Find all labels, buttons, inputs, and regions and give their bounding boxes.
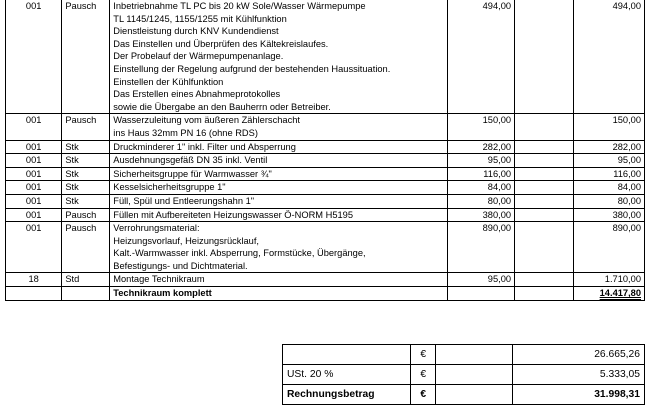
description-line: Der Probelauf der Wärmepumpenanlage. — [113, 51, 284, 62]
subtotal-row — [6, 287, 645, 301]
subtotal-empty — [447, 287, 515, 301]
table-row — [6, 208, 645, 222]
gross-currency: € — [411, 385, 435, 405]
item-description — [110, 154, 447, 168]
description-line: TL 1145/1245, 1155/1255 mit Kühlfunktion — [113, 13, 287, 24]
table-row — [6, 140, 645, 154]
summary-row-gross — [283, 385, 645, 405]
item-empty — [515, 194, 574, 208]
item-description — [110, 208, 447, 222]
item-quantity: 001 — [6, 154, 62, 168]
item-total: 1.710,00 — [574, 273, 645, 287]
summary-row-net — [283, 345, 645, 365]
description-line: Kesselsicherheitsgruppe 1" — [113, 182, 226, 193]
item-unit: Stk — [62, 181, 110, 195]
item-total: 116,00 — [574, 167, 645, 181]
net-amount: 26.665,26 — [513, 345, 645, 365]
subtotal-amount — [574, 287, 645, 301]
description-line: Verrohrungsmaterial: — [113, 223, 200, 234]
item-unit: Std — [62, 273, 110, 287]
description-line: Heizungsvorlauf, Heizungsrücklauf, — [113, 235, 259, 246]
description-line: sowie die Übergabe an den Bauherrn oder Betreiber. — [113, 101, 331, 112]
description-line: Das Einstellen und Überprüfen des Kältekreislaufes. — [113, 38, 329, 49]
item-quantity: 001 — [6, 222, 62, 273]
table-row — [6, 114, 645, 140]
table-row — [6, 222, 645, 273]
item-unit: Stk — [62, 154, 110, 168]
item-unit-price: 95,00 — [447, 273, 515, 287]
description-line: Kalt.-Warmwasser inkl. Absperrung, Formstücke, Übergänge, — [113, 248, 366, 259]
table-row — [6, 194, 645, 208]
item-total: 95,00 — [574, 154, 645, 168]
gross-amount: 31.998,31 — [513, 385, 645, 405]
item-unit: Pausch — [62, 114, 110, 140]
item-empty — [515, 114, 574, 140]
item-quantity: 001 — [6, 0, 62, 114]
invoice-summary-table — [282, 344, 645, 405]
vat-amount: 5.333,05 — [513, 365, 645, 385]
item-description — [110, 0, 447, 114]
table-row — [6, 181, 645, 195]
description-line: Montage Technikraum — [113, 274, 205, 285]
item-quantity: 001 — [6, 181, 62, 195]
item-quantity: 001 — [6, 114, 62, 140]
item-unit: Stk — [62, 167, 110, 181]
item-quantity: 001 — [6, 167, 62, 181]
item-unit: Pausch — [62, 0, 110, 114]
subtotal-empty — [515, 287, 574, 301]
description-line: Füll, Spül und Entleerungshahn 1" — [113, 195, 255, 206]
item-description — [110, 194, 447, 208]
item-empty — [515, 154, 574, 168]
description-line: Dienstleistung durch KNV Kundendienst — [113, 26, 279, 37]
item-empty — [515, 140, 574, 154]
item-unit-price: 150,00 — [447, 114, 515, 140]
item-empty — [515, 0, 574, 114]
description-line: ins Haus 32mm PN 16 (ohne RDS) — [113, 127, 258, 138]
invoice-items-table — [5, 0, 645, 301]
description-line: Sicherheitsgruppe für Warmwasser ¾" — [113, 168, 272, 179]
item-unit-price: 84,00 — [447, 181, 515, 195]
subtotal-amount-value: 14.417,80 — [599, 288, 641, 299]
net-currency: € — [411, 345, 435, 365]
item-empty — [515, 181, 574, 195]
item-total: 80,00 — [574, 194, 645, 208]
description-line: Wasserzuleitung vom äußeren Zählerschacht — [113, 115, 300, 126]
vat-currency: € — [411, 365, 435, 385]
net-label — [283, 345, 411, 365]
description-line: Ausdehnungsgefäß DN 35 inkl. Ventil — [113, 155, 268, 166]
item-empty — [515, 273, 574, 287]
item-unit-price: 95,00 — [447, 154, 515, 168]
description-line: Einstellung der Regelung aufgrund der bestehenden Haussituation. — [113, 63, 391, 74]
item-total: 150,00 — [574, 114, 645, 140]
item-unit: Stk — [62, 140, 110, 154]
vat-label: USt. 20 % — [283, 365, 411, 385]
item-unit-price: 80,00 — [447, 194, 515, 208]
gross-label: Rechnungsbetrag — [283, 385, 411, 405]
item-description — [110, 114, 447, 140]
subtotal-empty — [62, 287, 110, 301]
item-empty — [515, 208, 574, 222]
item-empty — [515, 222, 574, 273]
item-total: 282,00 — [574, 140, 645, 154]
item-unit: Pausch — [62, 208, 110, 222]
description-line: Druckminderer 1" inkl. Filter und Absperrung — [113, 141, 296, 152]
description-line: Befestigungs- und Dichtmaterial. — [113, 260, 248, 271]
item-empty — [515, 167, 574, 181]
table-row — [6, 273, 645, 287]
item-quantity: 001 — [6, 208, 62, 222]
item-total: 380,00 — [574, 208, 645, 222]
subtotal-empty — [6, 287, 62, 301]
item-total: 890,00 — [574, 222, 645, 273]
item-quantity: 001 — [6, 194, 62, 208]
item-unit-price: 282,00 — [447, 140, 515, 154]
item-description — [110, 222, 447, 273]
item-quantity: 18 — [6, 273, 62, 287]
item-description — [110, 167, 447, 181]
item-unit: Pausch — [62, 222, 110, 273]
item-unit-price: 494,00 — [447, 0, 515, 114]
table-row — [6, 167, 645, 181]
item-description — [110, 181, 447, 195]
item-total: 494,00 — [574, 0, 645, 114]
summary-row-vat — [283, 365, 645, 385]
item-description — [110, 140, 447, 154]
item-unit-price: 116,00 — [447, 167, 515, 181]
item-total: 84,00 — [574, 181, 645, 195]
description-line: Einstellen der Kühlfunktion — [113, 76, 224, 87]
subtotal-label: Technikraum komplett — [110, 287, 447, 301]
description-line: Das Erstellen eines Abnahmeprotokolles — [113, 89, 281, 100]
item-unit-price: 380,00 — [447, 208, 515, 222]
item-quantity: 001 — [6, 140, 62, 154]
item-unit-price: 890,00 — [447, 222, 515, 273]
table-row — [6, 154, 645, 168]
item-description — [110, 273, 447, 287]
description-line: Füllen mit Aufbereiteten Heizungswasser Ö-NORM H5195 — [113, 209, 354, 220]
item-unit: Stk — [62, 194, 110, 208]
description-line: Inbetriebnahme TL PC bis 20 kW Sole/Wasser Wärmepumpe — [113, 1, 366, 11]
table-row — [6, 0, 645, 114]
